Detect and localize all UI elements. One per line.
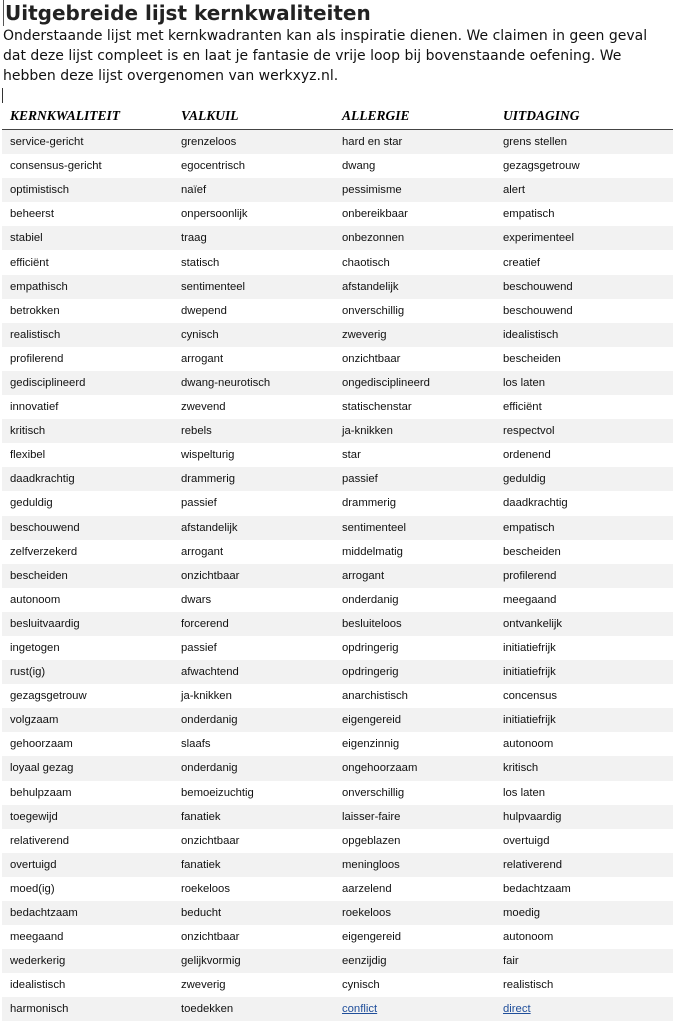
allergie-cell: cynisch	[342, 979, 380, 992]
table-row	[2, 419, 673, 443]
allergie-cell: aarzelend	[342, 882, 392, 895]
allergie-cell: opgeblazen	[342, 834, 401, 847]
direct-link[interactable]: direct	[503, 1003, 531, 1016]
uitdaging-cell: profilerend	[495, 564, 673, 588]
uitdaging-cell: relativerend	[495, 853, 673, 877]
valkuil-cell: statisch	[181, 256, 220, 269]
valkuil-cell: onderdanig	[173, 708, 334, 732]
valkuil-cell: dwepend	[181, 304, 227, 317]
uitdaging-cell: geduldig	[495, 467, 673, 491]
allergie-cell	[334, 997, 495, 1021]
valkuil-cell: egocentrisch	[181, 160, 246, 173]
allergie-cell: chaotisch	[342, 256, 390, 269]
valkuil-cell: roekeloos	[181, 882, 230, 895]
allergie-cell: afstandelijk	[334, 275, 495, 299]
uitdaging-cell: bescheiden	[503, 352, 561, 365]
kernkwaliteit-cell: bedachtzaam	[2, 901, 173, 925]
valkuil-cell: zweverig	[181, 979, 226, 992]
uitdaging-cell	[495, 997, 673, 1021]
valkuil-cell: slaafs	[181, 738, 211, 751]
uitdaging-cell: initiatiefrijk	[503, 642, 556, 655]
table-row	[2, 925, 673, 949]
valkuil-cell: zwevend	[181, 401, 226, 414]
table-row	[2, 636, 673, 660]
uitdaging-cell: los laten	[495, 371, 673, 395]
uitdaging-cell: gezagsgetrouw	[503, 160, 580, 173]
allergie-cell: onbereikbaar	[342, 208, 408, 221]
kernkwaliteit-cell: gezagsgetrouw	[10, 690, 87, 703]
uitdaging-cell: initiatiefrijk	[495, 708, 673, 732]
valkuil-cell: wispelturig	[181, 449, 235, 462]
table-row	[2, 178, 673, 202]
uitdaging-cell: beschouwend	[495, 275, 673, 299]
table-row	[2, 805, 673, 829]
kernkwaliteit-cell: rust(ig)	[2, 660, 173, 684]
kernkwaliteit-cell: moed(ig)	[10, 882, 55, 895]
allergie-cell: arrogant	[334, 564, 495, 588]
table-row	[2, 612, 673, 636]
valkuil-cell: fanatiek	[173, 805, 334, 829]
allergie-cell: onverschillig	[342, 304, 405, 317]
allergie-cell: onderdanig	[342, 593, 399, 606]
valkuil-cell: ja-knikken	[181, 690, 232, 703]
uitdaging-cell: autonoom	[503, 738, 554, 751]
valkuil-cell: arrogant	[181, 352, 224, 365]
table-row	[2, 250, 673, 274]
kernkwaliteit-cell: flexibel	[10, 449, 46, 462]
kernkwaliteit-cell: autonoom	[10, 593, 61, 606]
valkuil-cell: dwang-neurotisch	[173, 371, 334, 395]
kernkwaliteit-cell: innovatief	[10, 401, 59, 414]
kernkwaliteit-cell: toegewijd	[2, 805, 173, 829]
kernkwaliteit-cell: service-gericht	[2, 130, 173, 155]
allergie-cell: pessimisme	[334, 178, 495, 202]
allergie-cell: zweverig	[334, 323, 495, 347]
uitdaging-cell: empatisch	[503, 208, 555, 221]
uitdaging-cell: meegaand	[503, 593, 557, 606]
allergie-cell: eenzijdig	[334, 949, 495, 973]
kernkwaliteit-cell: loyaal gezag	[2, 756, 173, 780]
kernkwaliteit-cell: beheerst	[10, 208, 54, 221]
kernkwaliteit-cell: overtuigd	[2, 853, 173, 877]
valkuil-cell: cynisch	[173, 323, 334, 347]
uitdaging-cell: realistisch	[503, 979, 554, 992]
valkuil-cell: arrogant	[181, 545, 224, 558]
valkuil-cell: onzichtbaar	[181, 834, 240, 847]
table-row	[2, 732, 673, 756]
allergie-cell: star	[342, 449, 361, 462]
uitdaging-cell: autonoom	[503, 931, 554, 944]
uitdaging-cell: los laten	[503, 786, 546, 799]
uitdaging-cell: efficiënt	[503, 401, 542, 414]
valkuil-cell: grenzeloos	[173, 130, 334, 155]
valkuil-cell: naïef	[173, 178, 334, 202]
allergie-cell: meningloos	[334, 853, 495, 877]
allergie-cell: onverschillig	[342, 786, 405, 799]
valkuil-cell: fanatiek	[173, 853, 334, 877]
kernkwaliteit-cell: gehoorzaam	[10, 738, 73, 751]
table-row	[2, 130, 673, 155]
kernkwaliteit-cell: relativerend	[10, 834, 70, 847]
uitdaging-cell: alert	[495, 178, 673, 202]
table-row	[2, 540, 673, 564]
kernkwaliteit-cell: behulpzaam	[10, 786, 72, 799]
valkuil-cell: drammerig	[173, 467, 334, 491]
table-row	[2, 829, 673, 853]
kernkwaliteit-cell: optimistisch	[2, 178, 173, 202]
valkuil-cell: toedekken	[173, 997, 334, 1021]
table-row	[2, 491, 673, 515]
table-row	[2, 395, 673, 419]
uitdaging-cell: bescheiden	[503, 545, 561, 558]
uitdaging-cell: idealistisch	[495, 323, 673, 347]
table-row	[2, 660, 673, 684]
table-row	[2, 684, 673, 708]
valkuil-cell: afwachtend	[173, 660, 334, 684]
allergie-cell: eigengereid	[342, 931, 402, 944]
uitdaging-cell: ordenend	[503, 449, 551, 462]
table-row	[2, 588, 673, 612]
table-row	[2, 877, 673, 901]
valkuil-cell: bemoeizuchtig	[181, 786, 254, 799]
header-uitdaging: UITDAGING	[495, 102, 673, 130]
table-row	[2, 781, 673, 805]
kernkwaliteit-cell: bescheiden	[2, 564, 173, 588]
allergie-cell: drammerig	[342, 497, 396, 510]
table-row	[2, 299, 673, 323]
table-row	[2, 202, 673, 226]
header-valkuil: VALKUIL	[173, 102, 334, 130]
valkuil-cell: rebels	[173, 419, 334, 443]
kernkwaliteit-cell: beschouwend	[2, 516, 173, 540]
table-header-row	[2, 102, 673, 130]
uitdaging-cell: kritisch	[495, 756, 673, 780]
table-row	[2, 226, 673, 250]
allergie-cell: onbezonnen	[334, 226, 495, 250]
allergie-cell: middelmatig	[342, 545, 403, 558]
table-row	[2, 275, 673, 299]
kernkwaliteit-cell: empathisch	[2, 275, 173, 299]
valkuil-cell: beducht	[173, 901, 334, 925]
allergie-cell: ja-knikken	[334, 419, 495, 443]
kernkwaliteit-cell: kritisch	[2, 419, 173, 443]
table-row	[2, 323, 673, 347]
allergie-cell: anarchistisch	[342, 690, 408, 703]
kernkwaliteit-cell: wederkerig	[2, 949, 173, 973]
uitdaging-cell: initiatiefrijk	[495, 660, 673, 684]
kernkwaliteit-cell: gedisciplineerd	[2, 371, 173, 395]
kernkwaliteit-cell: zelfverzekerd	[10, 545, 78, 558]
kernkwaliteit-cell: geduldig	[10, 497, 53, 510]
table-row	[2, 756, 673, 780]
allergie-cell: dwang	[342, 160, 376, 173]
valkuil-cell: passief	[181, 642, 217, 655]
allergie-cell: opdringerig	[342, 642, 399, 655]
allergie-cell: eigengereid	[334, 708, 495, 732]
allergie-cell: opdringerig	[334, 660, 495, 684]
uitdaging-cell: experimenteel	[495, 226, 673, 250]
allergie-cell: besluiteloos	[334, 612, 495, 636]
uitdaging-cell: concensus	[503, 690, 558, 703]
uitdaging-cell: daadkrachtig	[503, 497, 568, 510]
valkuil-cell: afstandelijk	[173, 516, 334, 540]
table-row	[2, 708, 673, 732]
uitdaging-cell: grens stellen	[495, 130, 673, 155]
table-row	[2, 154, 673, 178]
kernkwaliteit-cell: profilerend	[10, 352, 64, 365]
table-row	[2, 973, 673, 997]
table-row	[2, 467, 673, 491]
valkuil-cell: traag	[173, 226, 334, 250]
header-kernkwaliteit: KERNKWALITEIT	[2, 102, 173, 130]
kernkwaliteit-cell: volgzaam	[2, 708, 173, 732]
kernkwaliteit-cell: besluitvaardig	[2, 612, 173, 636]
allergie-cell: ongehoorzaam	[334, 756, 495, 780]
intro-paragraph: Onderstaande lijst met kernkwadranten kan als inspiratie dienen. We claimen in geen geval dat deze lijst compleet is en laat je fantasie de vrije loop bij bovenstaande oefening. We hebben deze lijst overgenomen van werkxyz.nl.	[3, 28, 648, 84]
uitdaging-cell: ontvankelijk	[495, 612, 673, 636]
allergie-cell: sentimenteel	[334, 516, 495, 540]
kernkwaliteit-cell: consensus-gericht	[10, 160, 102, 173]
table-row	[2, 853, 673, 877]
kernkwaliteit-cell: realistisch	[2, 323, 173, 347]
valkuil-cell: dwars	[181, 593, 212, 606]
uitdaging-cell: bedachtzaam	[503, 882, 571, 895]
kernkwaliteit-cell: meegaand	[10, 931, 64, 944]
uitdaging-cell: hulpvaardig	[495, 805, 673, 829]
allergie-cell: hard en star	[334, 130, 495, 155]
allergie-cell: onzichtbaar	[342, 352, 401, 365]
uitdaging-cell: moedig	[495, 901, 673, 925]
table-row	[2, 949, 673, 973]
table-row	[2, 901, 673, 925]
valkuil-cell: passief	[181, 497, 217, 510]
table-row	[2, 516, 673, 540]
allergie-cell: roekeloos	[334, 901, 495, 925]
valkuil-cell: sentimenteel	[173, 275, 334, 299]
uitdaging-cell: overtuigd	[503, 834, 550, 847]
kernkwaliteit-cell: betrokken	[10, 304, 60, 317]
table-row	[2, 997, 673, 1021]
table-row	[2, 564, 673, 588]
kernkwaliteit-cell: stabiel	[2, 226, 173, 250]
header-allergie: ALLERGIE	[334, 102, 495, 130]
uitdaging-cell: empatisch	[495, 516, 673, 540]
allergie-cell: passief	[334, 467, 495, 491]
kernkwaliteit-cell: harmonisch	[2, 997, 173, 1021]
allergie-cell: laisser-faire	[334, 805, 495, 829]
uitdaging-cell: beschouwend	[503, 304, 573, 317]
kernkwaliteiten-table	[2, 102, 673, 1021]
valkuil-cell: onderdanig	[173, 756, 334, 780]
allergie-cell: ongedisciplineerd	[334, 371, 495, 395]
table-body	[2, 130, 673, 1022]
uitdaging-cell: creatief	[503, 256, 541, 269]
kernkwaliteit-cell: ingetogen	[10, 642, 60, 655]
table-row	[2, 443, 673, 467]
table-row	[2, 371, 673, 395]
valkuil-cell: gelijkvormig	[173, 949, 334, 973]
kernkwaliteit-cell: idealistisch	[10, 979, 66, 992]
table-row	[2, 347, 673, 371]
uitdaging-cell: respectvol	[495, 419, 673, 443]
kernkwaliteit-cell: daadkrachtig	[2, 467, 173, 491]
uitdaging-cell: fair	[495, 949, 673, 973]
text-cursor	[2, 88, 3, 103]
document-title: Uitgebreide lijst kernkwaliteiten	[5, 1, 371, 25]
conflict-link[interactable]: conflict	[342, 1003, 378, 1016]
valkuil-cell: onpersoonlijk	[181, 208, 248, 221]
kernkwaliteit-cell: efficiënt	[10, 256, 49, 269]
valkuil-cell: onzichtbaar	[181, 931, 240, 944]
valkuil-cell: forcerend	[173, 612, 334, 636]
valkuil-cell: onzichtbaar	[173, 564, 334, 588]
allergie-cell: statischenstar	[342, 401, 412, 414]
allergie-cell: eigenzinnig	[342, 738, 400, 751]
